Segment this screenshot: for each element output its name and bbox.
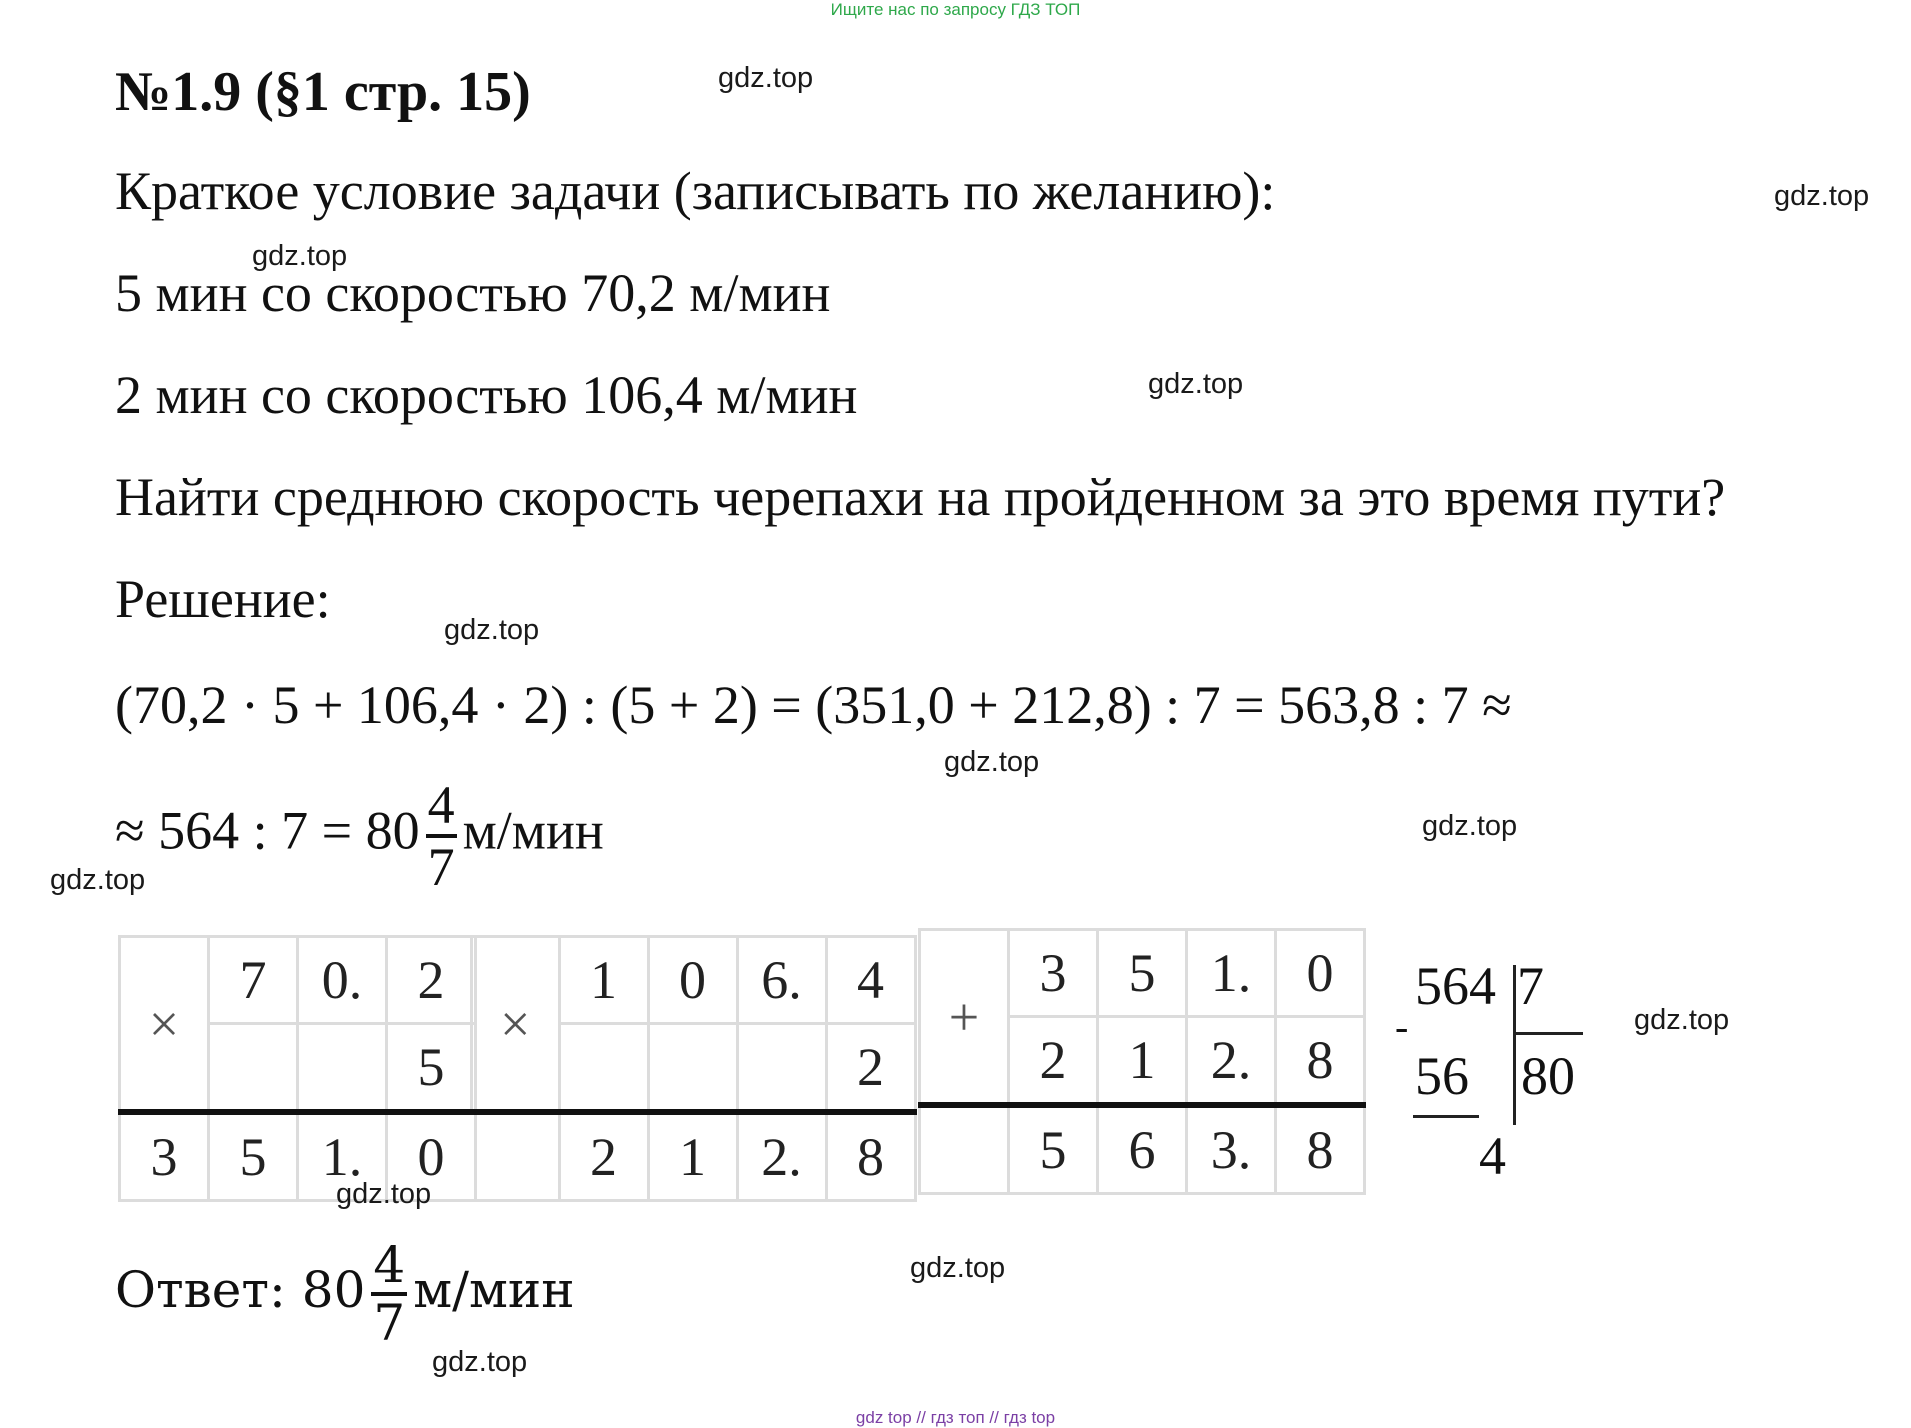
table-row xyxy=(120,937,476,1024)
watermark: gdz.top xyxy=(432,1346,528,1378)
division-minus-sign: - xyxy=(1395,1004,1409,1049)
condition-question: Найти среднюю скорость черепахи на пройденном за это время пути? xyxy=(115,467,1726,527)
top-banner: Ищите нас по запросу ГДЗ ТОП xyxy=(830,0,1081,19)
answer-label: Ответ: 80 xyxy=(115,1261,366,1319)
watermark: gdz.top xyxy=(1148,368,1244,400)
digit-cell: 4 xyxy=(826,937,915,1024)
condition-line-2: 2 мин со скоростью 106,4 м/мин xyxy=(115,365,858,425)
division-vertical-line xyxy=(1513,965,1516,1125)
equation-2 xyxy=(115,775,604,897)
digit-cell: 8 xyxy=(1276,1105,1365,1194)
watermark: gdz.top xyxy=(444,614,540,646)
digit-cell: 3 xyxy=(1009,930,1098,1017)
division-divisor-line xyxy=(1513,1032,1583,1035)
watermark: gdz.top xyxy=(252,240,348,272)
digit-cell: 2 xyxy=(826,1024,915,1113)
equation-2-denominator: 7 xyxy=(427,837,455,897)
multiply-sign: × xyxy=(120,937,209,1113)
digit-cell: 1 xyxy=(1098,1017,1187,1106)
digit-cell: 5 xyxy=(1098,930,1187,1017)
digit-cell: 1 xyxy=(648,1112,737,1201)
condition-header: Краткое условие задачи (записывать по желанию): xyxy=(115,161,1276,221)
digit-cell: 6. xyxy=(737,937,826,1024)
addition-351-0-plus-212-8 xyxy=(918,928,1366,1195)
digit-cell: 6 xyxy=(1098,1105,1187,1194)
digit-cell xyxy=(559,1024,648,1113)
equation-2-fraction xyxy=(426,775,457,897)
digit-cell: 5 xyxy=(209,1112,298,1201)
watermark: gdz.top xyxy=(910,1252,1006,1284)
watermark: gdz.top xyxy=(1634,1004,1730,1036)
answer-unit: м/мин xyxy=(413,1261,575,1319)
plus-sign: + xyxy=(920,930,1009,1106)
multiplication-70-2-by-5 xyxy=(118,935,477,1202)
digit-cell: 2 xyxy=(387,937,476,1024)
equation-2-numerator: 4 xyxy=(426,778,457,838)
equation-2-unit: м/мин xyxy=(462,800,604,861)
table-row xyxy=(472,937,916,1024)
equation-1: (70,2 · 5 + 106,4 · 2) : (5 + 2) = (351,0 + 212,8) : 7 = 563,8 : 7 ≈ xyxy=(115,675,1512,735)
division-remainder: 4 xyxy=(1479,1126,1506,1186)
division-subtraction-line xyxy=(1413,1115,1479,1118)
page-title: №1.9 (§1 стр. 15) xyxy=(115,61,531,123)
answer-fraction xyxy=(371,1236,407,1352)
digit-cell: 0. xyxy=(298,937,387,1024)
digit-cell: 0 xyxy=(648,937,737,1024)
digit-cell: 3. xyxy=(1187,1105,1276,1194)
watermark: gdz.top xyxy=(1774,180,1870,212)
digit-cell: 0 xyxy=(387,1112,476,1201)
digit-cell xyxy=(648,1024,737,1113)
digit-cell xyxy=(209,1024,298,1113)
digit-cell: 2 xyxy=(559,1112,648,1201)
watermark: gdz.top xyxy=(1422,810,1518,842)
division-quotient: 80 xyxy=(1521,1046,1575,1106)
digit-cell xyxy=(298,1024,387,1113)
digit-cell: 1. xyxy=(1187,930,1276,1017)
empty-cell xyxy=(472,1112,560,1201)
equation-2-prefix: ≈ 564 : 7 = 80 xyxy=(115,800,420,861)
table-row xyxy=(920,1105,1365,1194)
watermark: gdz.top xyxy=(50,864,146,896)
answer-numerator: 4 xyxy=(373,1236,406,1294)
digit-cell: 2 xyxy=(1009,1017,1098,1106)
digit-cell: 0 xyxy=(1276,930,1365,1017)
digit-cell: 8 xyxy=(826,1112,915,1201)
watermark: gdz.top xyxy=(944,746,1040,778)
multiply-sign: × xyxy=(472,937,560,1113)
digit-cell: 5 xyxy=(1009,1105,1098,1194)
multiplication-106-4-by-2 xyxy=(470,935,917,1202)
digit-cell: 1. xyxy=(298,1112,387,1201)
condition-line-1: 5 мин со скоростью 70,2 м/мин xyxy=(115,263,831,323)
watermark: gdz.top xyxy=(718,62,814,94)
bottom-banner: gdz top // гдз топ // гдз top xyxy=(855,1408,1056,1427)
digit-cell xyxy=(737,1024,826,1113)
watermark: gdz.top xyxy=(336,1178,432,1210)
digit-cell: 2. xyxy=(737,1112,826,1201)
digit-cell: 8 xyxy=(1276,1017,1365,1106)
solution-header: Решение: xyxy=(115,569,331,629)
digit-cell: 7 xyxy=(209,937,298,1024)
digit-cell: 2. xyxy=(1187,1017,1276,1106)
answer xyxy=(115,1236,575,1352)
empty-cell xyxy=(920,1105,1009,1194)
table-row xyxy=(472,1112,916,1201)
digit-cell: 5 xyxy=(387,1024,476,1113)
long-division xyxy=(1395,955,1595,1195)
table-row xyxy=(920,930,1365,1017)
digit-cell: 1 xyxy=(559,937,648,1024)
digit-cell: 3 xyxy=(120,1112,209,1201)
answer-denominator: 7 xyxy=(373,1294,406,1352)
division-divisor: 7 xyxy=(1517,956,1544,1016)
division-dividend: 564 xyxy=(1415,956,1496,1016)
division-subtrahend: 56 xyxy=(1415,1046,1469,1106)
